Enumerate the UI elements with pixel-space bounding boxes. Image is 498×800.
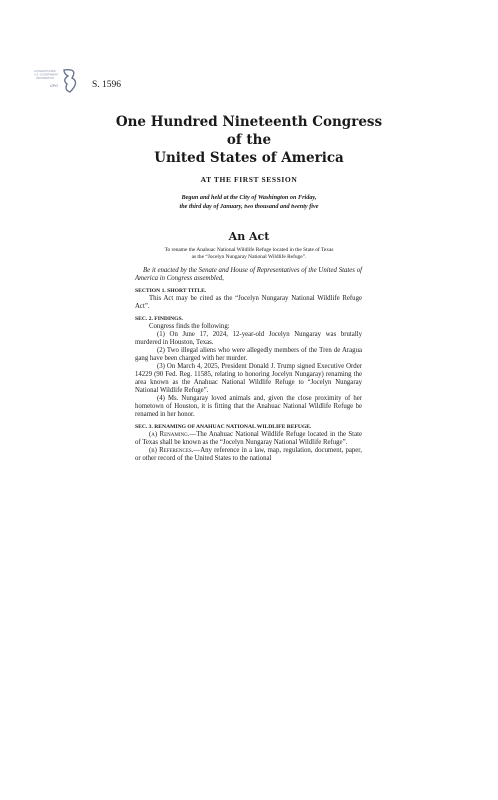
congress-title-line-3: United States of America bbox=[154, 150, 344, 166]
purpose-line-2: as the “Jocelyn Nungaray National Wildlife Refuge”. bbox=[191, 254, 307, 260]
purpose-statement bbox=[140, 247, 358, 261]
session-heading: AT THE FIRST SESSION bbox=[200, 175, 298, 184]
act-heading: An Act bbox=[228, 230, 270, 243]
begun-statement bbox=[0, 193, 498, 211]
section-1-text: This Act may be cited as the “Jocelyn Nungaray National Wildlife Refuge Act”. bbox=[135, 295, 362, 310]
section-3-heading: SEC. 3. RENAMING OF ANAHUAC NATIONAL WILDLIFE REFUGE. bbox=[135, 424, 312, 430]
gpo-authentication-seal bbox=[34, 66, 80, 96]
finding-2: (2) Two illegal aliens who were allegedly members of the Tren de Aragua gang have been charged with her murder. bbox=[135, 347, 362, 362]
subsection-a-text: —The Anahuac National Wildlife Refuge located in the State of Texas shall be known as the “Jocelyn Nungaray National Wildlife Refuge”. bbox=[135, 431, 362, 446]
section-2-heading: SEC. 2. FINDINGS. bbox=[135, 316, 184, 322]
enacting-clause: Be it enacted by the Senate and House of Representatives of the United States of America in Congress assembled, bbox=[135, 267, 362, 282]
subsection-b bbox=[135, 447, 362, 463]
purpose-line-1: To rename the Anahuac National Wildlife Refuge located in the State of Texas bbox=[164, 247, 334, 253]
congress-title-line-1: One Hundred Nineteenth Congress bbox=[115, 114, 383, 130]
subsection-a bbox=[135, 431, 362, 447]
seal-gpo: GPO bbox=[50, 84, 58, 88]
bill-number: S. 1596 bbox=[92, 80, 122, 90]
begun-line-2: the third day of January, two thousand and twenty five bbox=[179, 203, 319, 210]
section-2-intro: Congress finds the following: bbox=[149, 323, 230, 330]
finding-4: (4) Ms. Nungaray loved animals and, given the close proximity of her hometown of Houston, it is fitting that the Anahuac National Wildlife Refuge be renamed in her honor. bbox=[135, 395, 362, 418]
subsection-b-text: —Any reference in a law, map, regulation, document, paper, or other record of the United States to the national bbox=[135, 447, 362, 462]
seal-line-3: INFORMATION bbox=[36, 77, 54, 80]
bill-body bbox=[135, 267, 362, 463]
subsection-a-label: (a) Renaming. bbox=[149, 431, 190, 438]
section-1-heading: SECTION 1. SHORT TITLE. bbox=[135, 288, 207, 294]
finding-3: (3) On March 4, 2025, President Donald J. Trump signed Executive Order 14229 (90 Fed. Reg. 11585, relating to honoring Jocelyn Nungaray) renaming the area known as the Anahuac National Wildlife Refuge to “Jocelyn Nungaray National Wildlife Refuge”. bbox=[135, 363, 362, 394]
congress-title-line-2: of the bbox=[226, 132, 272, 148]
seal-line-1: AUTHENTICATED bbox=[34, 70, 56, 73]
begun-line-1: Begun and held at the City of Washington on Friday, bbox=[181, 194, 317, 201]
subsection-b-label: (b) References. bbox=[149, 447, 194, 454]
eagle-icon bbox=[64, 70, 76, 92]
finding-1: (1) On June 17, 2024, 12-year-old Jocelyn Nungaray was brutally murdered in Houston, Texas. bbox=[135, 331, 362, 346]
seal-line-2: U.S. GOVERNMENT bbox=[34, 73, 59, 77]
